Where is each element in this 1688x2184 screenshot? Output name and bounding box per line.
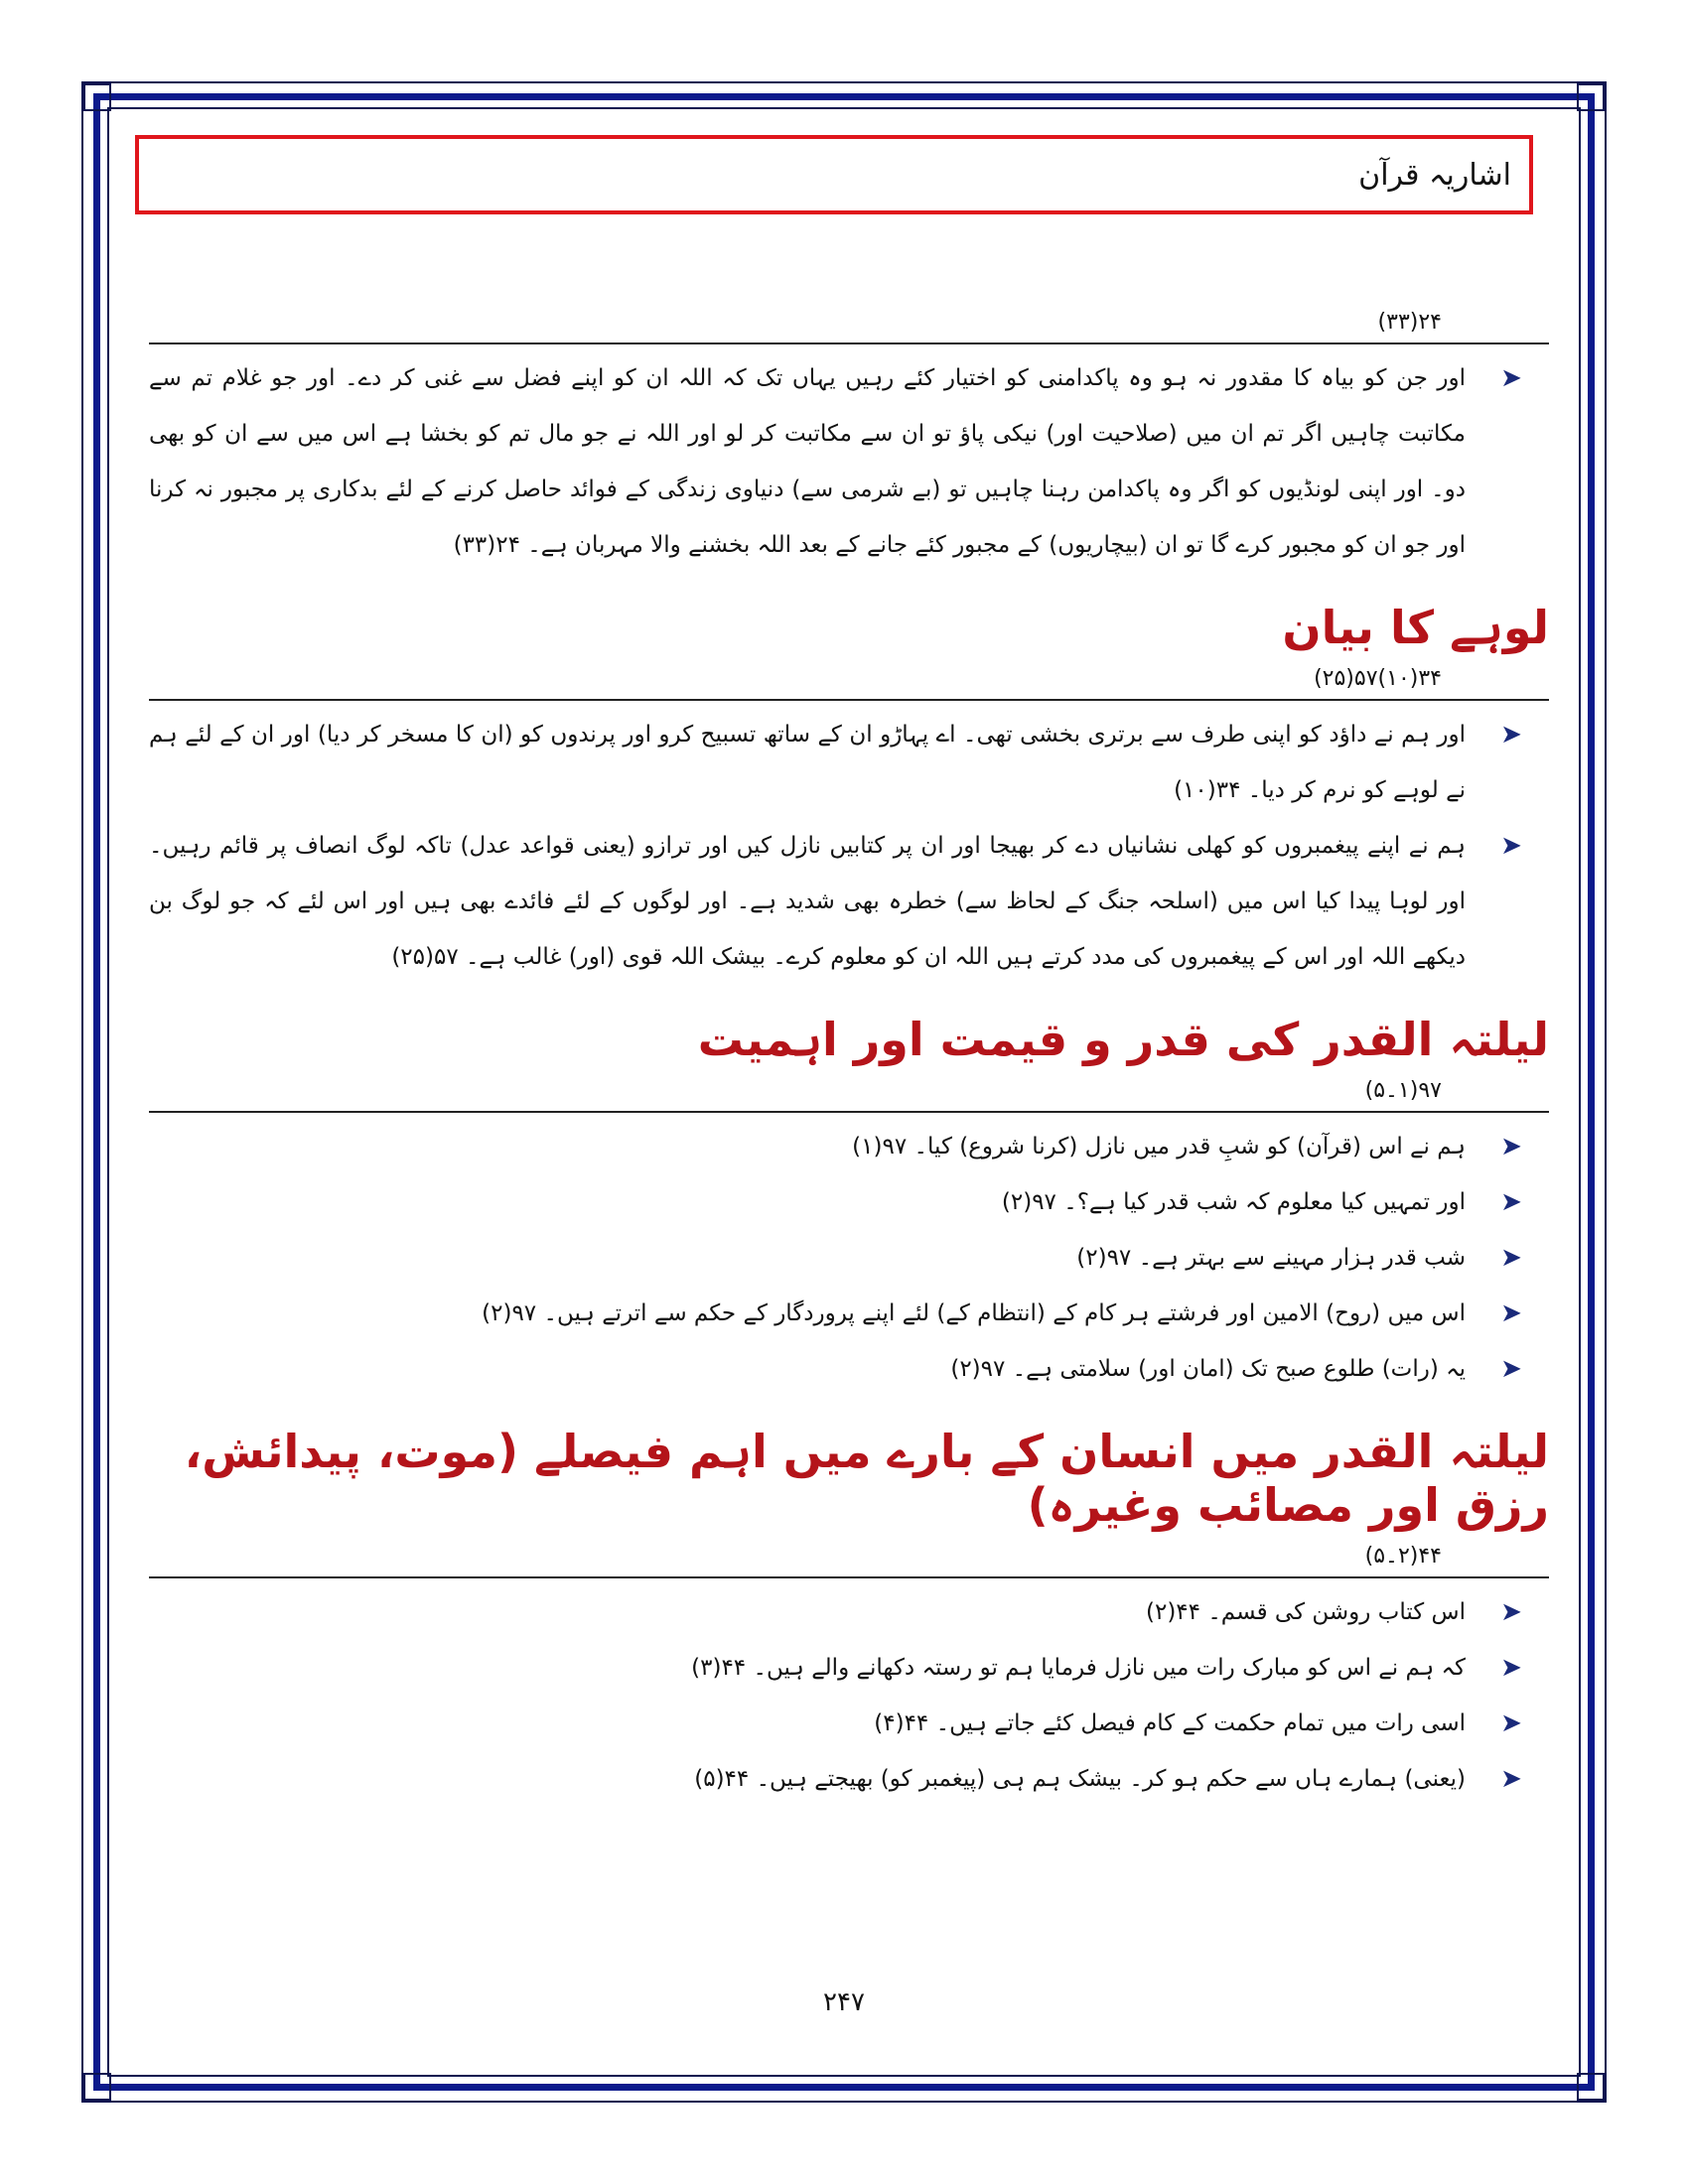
section-heading: لیلتہ القدر کی قدر و قیمت اور اہمیت: [697, 1013, 1549, 1066]
arrow-bullet-icon: ➤: [1500, 363, 1522, 393]
entry-list: [149, 350, 1549, 573]
list-item: [149, 1640, 1549, 1696]
arrow-bullet-icon: ➤: [1500, 1653, 1522, 1683]
arrow-bullet-icon: ➤: [1500, 1298, 1522, 1328]
corner-ornament: [1577, 2073, 1605, 2101]
entry-text: یہ (رات) طلوع صبح تک (امان اور) سلامتی ہے۔ ۹۷(۲): [950, 1356, 1466, 1382]
arrow-bullet-icon: ➤: [1500, 1243, 1522, 1273]
arrow-bullet-icon: ➤: [1500, 1764, 1522, 1794]
corner-ornament: [83, 2073, 111, 2101]
list-item: [149, 1174, 1549, 1230]
corner-ornament: [1577, 83, 1605, 111]
entry-text: اور ہم نے داؤد کو اپنی طرف سے برتری بخشی تھی۔ اے پہاڑو ان کے ساتھ تسبیح کرو اور پرندوں کو (ان کا مسخر کر دیا) اور ان کے لئے ہم نے لوہے کو نرم کر دیا۔ ۳۴(۱۰): [149, 722, 1466, 803]
list-item: [149, 350, 1549, 573]
list-item: [149, 707, 1549, 818]
list-item: [149, 1584, 1549, 1640]
arrow-bullet-icon: ➤: [1500, 1354, 1522, 1384]
entry-list: [149, 1119, 1549, 1397]
page-content: [149, 298, 1549, 1807]
header-box: [135, 135, 1533, 214]
reference-label: ۹۷(۱۔۵): [1364, 1078, 1442, 1103]
arrow-bullet-icon: ➤: [1500, 1187, 1522, 1217]
entry-text: اور جن کو بیاہ کا مقدور نہ ہو وہ پاکدامنی کو اختیار کئے رہیں یہاں تک کہ اللہ ان کو اپنے فضل سے غنی کر دے۔ اور جو غلام تم سے مکاتبت چاہیں اگر تم ان میں (صلاحیت اور) نیکی پاؤ تو ان سے مکاتبت کر لو اور اللہ نے جو مال تم کو بخشا ہے اس میں سے ان کو بھی دو۔ اور اپنی لونڈیوں کو اگر وہ پاکدامن رہنا چاہیں تو (بے شرمی سے) دنیاوی زندگی کے فوائد حاصل کرنے کے لئے بدکاری پر مجبور نہ کرنا اور جو ان کو مجبور کرے گا تو ان (بیچاریوں) کے مجبور کئے جانے کے بعد اللہ بخشنے والا مہربان ہے۔ ۲۴(۳۳): [149, 365, 1466, 558]
reference-label: ۳۴(۱۰)۵۷(۲۵): [1314, 666, 1442, 691]
list-item: [149, 1119, 1549, 1174]
list-item: [149, 818, 1549, 985]
arrow-bullet-icon: ➤: [1500, 720, 1522, 750]
arrow-bullet-icon: ➤: [1500, 831, 1522, 861]
divider: [149, 1576, 1549, 1578]
section-heading: لیلتہ القدر میں انسان کے بارے میں اہم فیصلے (موت، پیدائش، رزق اور مصائب وغیرہ): [184, 1425, 1549, 1532]
entry-text: اور تمہیں کیا معلوم کہ شب قدر کیا ہے؟۔ ۹۷(۲): [1001, 1189, 1466, 1215]
page-number: ۲۴۷: [823, 1987, 865, 2017]
section: [149, 1013, 1549, 1397]
entry-list: [149, 1584, 1549, 1807]
reference-label: ۴۴(۲۔۵): [1364, 1544, 1442, 1569]
corner-ornament: [83, 83, 111, 111]
section: [149, 310, 1549, 573]
list-item: [149, 1341, 1549, 1397]
entry-list: [149, 707, 1549, 985]
entry-text: اس کتاب روشن کی قسم۔ ۴۴(۲): [1145, 1599, 1466, 1625]
divider: [149, 1111, 1549, 1113]
arrow-bullet-icon: ➤: [1500, 1708, 1522, 1738]
section: [149, 1425, 1549, 1807]
entry-text: ہم نے اس (قرآن) کو شبِ قدر میں نازل (کرنا شروع) کیا۔ ۹۷(۱): [852, 1134, 1466, 1160]
entry-text: کہ ہم نے اس کو مبارک رات میں نازل فرمایا ہم تو رستہ دکھانے والے ہیں۔ ۴۴(۳): [691, 1655, 1466, 1681]
entry-text: شب قدر ہزار مہینے سے بہتر ہے۔ ۹۷(۲): [1076, 1245, 1466, 1271]
entry-text: (یعنی) ہمارے ہاں سے حکم ہو کر۔ بیشک ہم ہی (پیغمبر کو) بھیجتے ہیں۔ ۴۴(۵): [694, 1766, 1466, 1792]
divider: [149, 699, 1549, 701]
arrow-bullet-icon: ➤: [1500, 1132, 1522, 1161]
list-item: [149, 1230, 1549, 1286]
header-title: اشاریہ قرآن: [1358, 157, 1511, 193]
list-item: [149, 1751, 1549, 1807]
section-heading: لوہے کا بیان: [1282, 601, 1549, 654]
entry-text: اسی رات میں تمام حکمت کے کام فیصل کئے جاتے ہیں۔ ۴۴(۴): [874, 1710, 1466, 1736]
list-item: [149, 1286, 1549, 1341]
entry-text: اس میں (روح) الامین اور فرشتے ہر کام کے (انتظام کے) لئے اپنے پروردگار کے حکم سے اترتے ہیں۔ ۹۷(۲): [482, 1300, 1466, 1326]
section: [149, 601, 1549, 985]
list-item: [149, 1696, 1549, 1751]
arrow-bullet-icon: ➤: [1500, 1597, 1522, 1627]
reference-label: ۲۴(۳۳): [1377, 310, 1442, 335]
divider: [149, 342, 1549, 344]
entry-text: ہم نے اپنے پیغمبروں کو کھلی نشانیاں دے کر بھیجا اور ان پر کتابیں نازل کیں اور ترازو (یعنی قواعد عدل) تاکہ لوگ انصاف پر قائم رہیں۔ اور لوہا پیدا کیا اس میں (اسلحہ جنگ کے لحاظ سے) خطرہ بھی شدید ہے۔ اور لوگوں کے لئے فائدے بھی ہیں اور اس لئے کہ جو لوگ بن دیکھے اللہ اور اس کے پیغمبروں کی مدد کرتے ہیں اللہ ان کو معلوم کرے۔ بیشک اللہ قوی (اور) غالب ہے۔ ۵۷(۲۵): [149, 833, 1466, 970]
